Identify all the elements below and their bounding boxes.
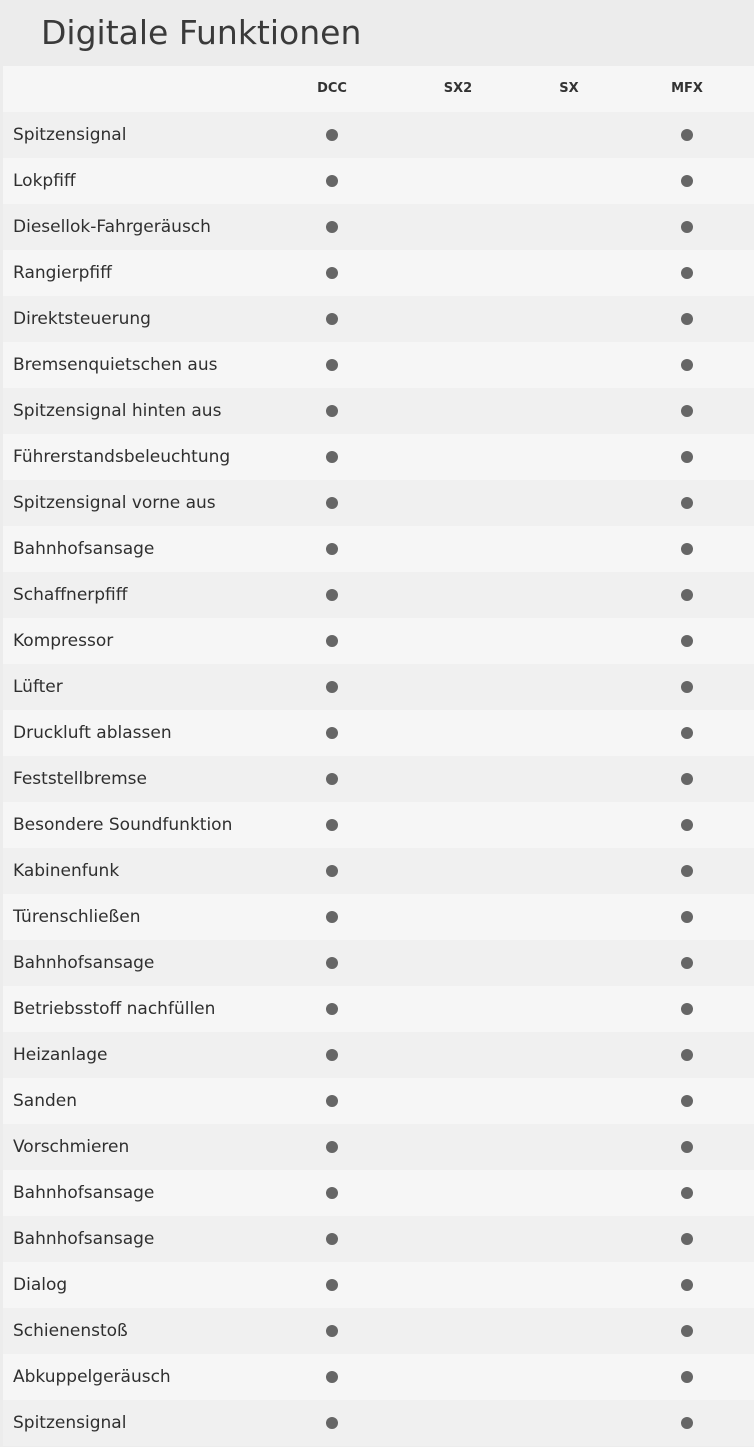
support-cell-sx2	[418, 1262, 498, 1308]
support-dot-icon	[681, 727, 693, 739]
support-cell-sx	[529, 1124, 609, 1170]
support-dot-icon	[326, 865, 338, 877]
function-label: Heizanlage	[13, 1045, 108, 1065]
support-dot-icon	[681, 359, 693, 371]
support-dot-icon	[326, 635, 338, 647]
table-row	[3, 710, 754, 756]
function-label: Vorschmieren	[13, 1137, 130, 1157]
support-cell-sx	[529, 434, 609, 480]
support-cell-mfx	[647, 1170, 727, 1216]
function-label: Lüfter	[13, 677, 63, 697]
support-cell-sx	[529, 526, 609, 572]
support-cell-dcc	[292, 664, 372, 710]
column-header-mfx: MFX	[671, 81, 703, 96]
support-cell-sx	[529, 1308, 609, 1354]
support-dot-icon	[326, 773, 338, 785]
support-cell-sx	[529, 158, 609, 204]
table-row	[3, 296, 754, 342]
support-cell-mfx	[647, 1032, 727, 1078]
function-label: Kabinenfunk	[13, 861, 120, 881]
support-cell-dcc	[292, 1170, 372, 1216]
support-cell-dcc	[292, 296, 372, 342]
table-row	[3, 388, 754, 434]
support-dot-icon	[681, 175, 693, 187]
support-cell-sx2	[418, 1308, 498, 1354]
support-cell-sx	[529, 342, 609, 388]
support-dot-icon	[326, 911, 338, 923]
support-cell-mfx	[647, 342, 727, 388]
support-dot-icon	[681, 1141, 693, 1153]
support-cell-mfx	[647, 204, 727, 250]
support-dot-icon	[326, 359, 338, 371]
support-cell-sx2	[418, 526, 498, 572]
function-label: Sanden	[13, 1091, 78, 1111]
support-dot-icon	[681, 221, 693, 233]
support-dot-icon	[681, 451, 693, 463]
function-label: Diesellok-Fahrgeräusch	[13, 217, 211, 237]
support-cell-dcc	[292, 1400, 372, 1446]
support-dot-icon	[681, 1003, 693, 1015]
page-title: Digitale Funktionen	[41, 13, 362, 52]
function-label: Feststellbremse	[13, 769, 147, 789]
support-cell-sx2	[418, 250, 498, 296]
function-label: Abkuppelgeräusch	[13, 1367, 171, 1387]
support-cell-sx	[529, 664, 609, 710]
support-dot-icon	[326, 819, 338, 831]
support-cell-sx2	[418, 572, 498, 618]
table-row	[3, 1078, 754, 1124]
support-cell-sx	[529, 112, 609, 158]
function-label: Betriebsstoff nachfüllen	[13, 999, 216, 1019]
support-cell-sx2	[418, 342, 498, 388]
support-dot-icon	[681, 405, 693, 417]
support-dot-icon	[326, 681, 338, 693]
support-cell-sx	[529, 986, 609, 1032]
function-label: Schienenstoß	[13, 1321, 128, 1341]
function-label: Bremsenquietschen aus	[13, 355, 218, 375]
function-label: Lokpfiff	[13, 171, 76, 191]
support-cell-sx	[529, 480, 609, 526]
support-cell-sx2	[418, 894, 498, 940]
table-row	[3, 158, 754, 204]
support-dot-icon	[681, 589, 693, 601]
support-cell-sx	[529, 756, 609, 802]
support-cell-dcc	[292, 250, 372, 296]
function-label: Schaffnerpfiff	[13, 585, 128, 605]
support-cell-sx2	[418, 986, 498, 1032]
support-cell-sx	[529, 296, 609, 342]
support-dot-icon	[326, 1187, 338, 1199]
support-cell-sx	[529, 1032, 609, 1078]
support-cell-sx	[529, 572, 609, 618]
support-cell-mfx	[647, 1262, 727, 1308]
support-dot-icon	[681, 543, 693, 555]
table-row	[3, 1124, 754, 1170]
support-dot-icon	[681, 497, 693, 509]
support-cell-dcc	[292, 572, 372, 618]
support-cell-mfx	[647, 848, 727, 894]
support-cell-dcc	[292, 1354, 372, 1400]
support-cell-sx2	[418, 1032, 498, 1078]
support-dot-icon	[681, 773, 693, 785]
support-cell-sx2	[418, 112, 498, 158]
support-cell-mfx	[647, 940, 727, 986]
support-dot-icon	[326, 1233, 338, 1245]
table-row	[3, 342, 754, 388]
function-label: Bahnhofsansage	[13, 1229, 155, 1249]
support-dot-icon	[681, 1049, 693, 1061]
support-cell-sx2	[418, 802, 498, 848]
table-row	[3, 1032, 754, 1078]
support-cell-mfx	[647, 572, 727, 618]
table-row	[3, 434, 754, 480]
support-dot-icon	[326, 1325, 338, 1337]
support-cell-sx2	[418, 848, 498, 894]
table-row	[3, 572, 754, 618]
support-dot-icon	[326, 1371, 338, 1383]
support-cell-sx2	[418, 1124, 498, 1170]
support-dot-icon	[681, 865, 693, 877]
table-row	[3, 1400, 754, 1446]
support-cell-sx	[529, 1078, 609, 1124]
support-dot-icon	[681, 635, 693, 647]
support-dot-icon	[326, 1417, 338, 1429]
support-dot-icon	[681, 1187, 693, 1199]
support-cell-sx2	[418, 1354, 498, 1400]
support-dot-icon	[326, 221, 338, 233]
function-label: Druckluft ablassen	[13, 723, 172, 743]
support-cell-sx	[529, 250, 609, 296]
support-dot-icon	[326, 589, 338, 601]
support-dot-icon	[326, 267, 338, 279]
support-dot-icon	[326, 727, 338, 739]
support-cell-dcc	[292, 342, 372, 388]
table-row	[3, 1354, 754, 1400]
support-cell-dcc	[292, 1308, 372, 1354]
support-cell-mfx	[647, 756, 727, 802]
support-cell-sx	[529, 894, 609, 940]
support-cell-sx	[529, 388, 609, 434]
support-cell-mfx	[647, 434, 727, 480]
table-row	[3, 112, 754, 158]
support-cell-sx	[529, 1262, 609, 1308]
table-header-row	[3, 66, 754, 112]
support-cell-sx	[529, 802, 609, 848]
function-label: Spitzensignal hinten aus	[13, 401, 222, 421]
function-label: Spitzensignal vorne aus	[13, 493, 216, 513]
table-row	[3, 848, 754, 894]
support-dot-icon	[326, 451, 338, 463]
support-cell-sx2	[418, 296, 498, 342]
support-dot-icon	[681, 129, 693, 141]
support-cell-sx	[529, 848, 609, 894]
support-cell-mfx	[647, 664, 727, 710]
support-cell-dcc	[292, 204, 372, 250]
function-label: Besondere Soundfunktion	[13, 815, 233, 835]
function-label: Dialog	[13, 1275, 68, 1295]
support-cell-sx	[529, 710, 609, 756]
support-cell-dcc	[292, 756, 372, 802]
support-cell-sx	[529, 1170, 609, 1216]
support-cell-dcc	[292, 986, 372, 1032]
table-row	[3, 250, 754, 296]
support-cell-mfx	[647, 250, 727, 296]
table-row	[3, 894, 754, 940]
table-row	[3, 204, 754, 250]
support-cell-mfx	[647, 986, 727, 1032]
support-dot-icon	[326, 1003, 338, 1015]
table-row	[3, 1216, 754, 1262]
support-dot-icon	[681, 681, 693, 693]
support-dot-icon	[681, 1279, 693, 1291]
support-cell-mfx	[647, 618, 727, 664]
support-cell-dcc	[292, 158, 372, 204]
support-cell-dcc	[292, 1032, 372, 1078]
support-dot-icon	[326, 405, 338, 417]
support-cell-sx2	[418, 204, 498, 250]
support-cell-dcc	[292, 434, 372, 480]
function-label: Bahnhofsansage	[13, 953, 155, 973]
support-dot-icon	[326, 1095, 338, 1107]
support-cell-sx	[529, 1354, 609, 1400]
table-row	[3, 1308, 754, 1354]
table-row	[3, 664, 754, 710]
support-dot-icon	[326, 129, 338, 141]
support-cell-sx2	[418, 388, 498, 434]
support-cell-sx2	[418, 664, 498, 710]
support-dot-icon	[681, 1417, 693, 1429]
support-cell-dcc	[292, 480, 372, 526]
support-cell-mfx	[647, 296, 727, 342]
support-cell-mfx	[647, 112, 727, 158]
table-body	[3, 112, 754, 1446]
function-label: Direktsteuerung	[13, 309, 151, 329]
page-header	[0, 0, 754, 66]
function-label: Spitzensignal	[13, 125, 127, 145]
table-row	[3, 618, 754, 664]
support-cell-dcc	[292, 1216, 372, 1262]
support-cell-sx2	[418, 710, 498, 756]
support-cell-dcc	[292, 802, 372, 848]
support-cell-sx	[529, 940, 609, 986]
function-label: Spitzensignal	[13, 1413, 127, 1433]
function-label: Kompressor	[13, 631, 114, 651]
support-cell-mfx	[647, 894, 727, 940]
support-cell-dcc	[292, 940, 372, 986]
support-cell-dcc	[292, 1262, 372, 1308]
support-cell-sx	[529, 1400, 609, 1446]
support-cell-dcc	[292, 526, 372, 572]
support-cell-dcc	[292, 848, 372, 894]
support-cell-sx	[529, 204, 609, 250]
support-cell-mfx	[647, 388, 727, 434]
support-cell-dcc	[292, 1124, 372, 1170]
support-cell-sx2	[418, 940, 498, 986]
column-header-sx2: SX2	[443, 81, 473, 96]
function-label: Türenschließen	[13, 907, 141, 927]
support-cell-sx2	[418, 480, 498, 526]
support-cell-dcc	[292, 894, 372, 940]
support-cell-sx2	[418, 618, 498, 664]
support-cell-mfx	[647, 1216, 727, 1262]
function-label: Führerstandsbeleuchtung	[13, 447, 231, 467]
support-cell-mfx	[647, 526, 727, 572]
table-row	[3, 802, 754, 848]
function-label: Bahnhofsansage	[13, 539, 155, 559]
function-label: Bahnhofsansage	[13, 1183, 155, 1203]
support-dot-icon	[681, 1325, 693, 1337]
table-row	[3, 480, 754, 526]
support-cell-sx2	[418, 434, 498, 480]
support-dot-icon	[681, 1095, 693, 1107]
support-cell-mfx	[647, 1308, 727, 1354]
table-row	[3, 1170, 754, 1216]
support-cell-sx2	[418, 1400, 498, 1446]
column-header-dcc: DCC	[317, 81, 347, 96]
support-dot-icon	[326, 1279, 338, 1291]
table-row	[3, 1262, 754, 1308]
function-label: Rangierpfiff	[13, 263, 112, 283]
support-dot-icon	[326, 175, 338, 187]
support-cell-mfx	[647, 710, 727, 756]
support-dot-icon	[681, 267, 693, 279]
support-dot-icon	[681, 957, 693, 969]
support-cell-mfx	[647, 1124, 727, 1170]
support-cell-dcc	[292, 1078, 372, 1124]
support-cell-dcc	[292, 710, 372, 756]
support-cell-dcc	[292, 112, 372, 158]
table-row	[3, 940, 754, 986]
support-dot-icon	[326, 1141, 338, 1153]
support-cell-mfx	[647, 480, 727, 526]
support-cell-dcc	[292, 388, 372, 434]
support-cell-sx2	[418, 1216, 498, 1262]
support-dot-icon	[681, 911, 693, 923]
table-row	[3, 756, 754, 802]
table-row	[3, 986, 754, 1032]
support-cell-mfx	[647, 1078, 727, 1124]
support-cell-sx2	[418, 1170, 498, 1216]
support-cell-sx	[529, 618, 609, 664]
support-cell-sx	[529, 1216, 609, 1262]
support-cell-mfx	[647, 802, 727, 848]
support-dot-icon	[326, 957, 338, 969]
support-cell-mfx	[647, 158, 727, 204]
support-dot-icon	[681, 1371, 693, 1383]
support-dot-icon	[326, 313, 338, 325]
support-dot-icon	[326, 1049, 338, 1061]
functions-table	[3, 66, 754, 1446]
support-dot-icon	[681, 313, 693, 325]
support-dot-icon	[681, 1233, 693, 1245]
support-cell-mfx	[647, 1400, 727, 1446]
support-dot-icon	[326, 497, 338, 509]
support-cell-sx2	[418, 158, 498, 204]
table-row	[3, 526, 754, 572]
support-cell-sx2	[418, 1078, 498, 1124]
support-cell-dcc	[292, 618, 372, 664]
support-cell-mfx	[647, 1354, 727, 1400]
support-cell-sx2	[418, 756, 498, 802]
support-dot-icon	[681, 819, 693, 831]
support-dot-icon	[326, 543, 338, 555]
column-header-sx: SX	[559, 81, 579, 96]
